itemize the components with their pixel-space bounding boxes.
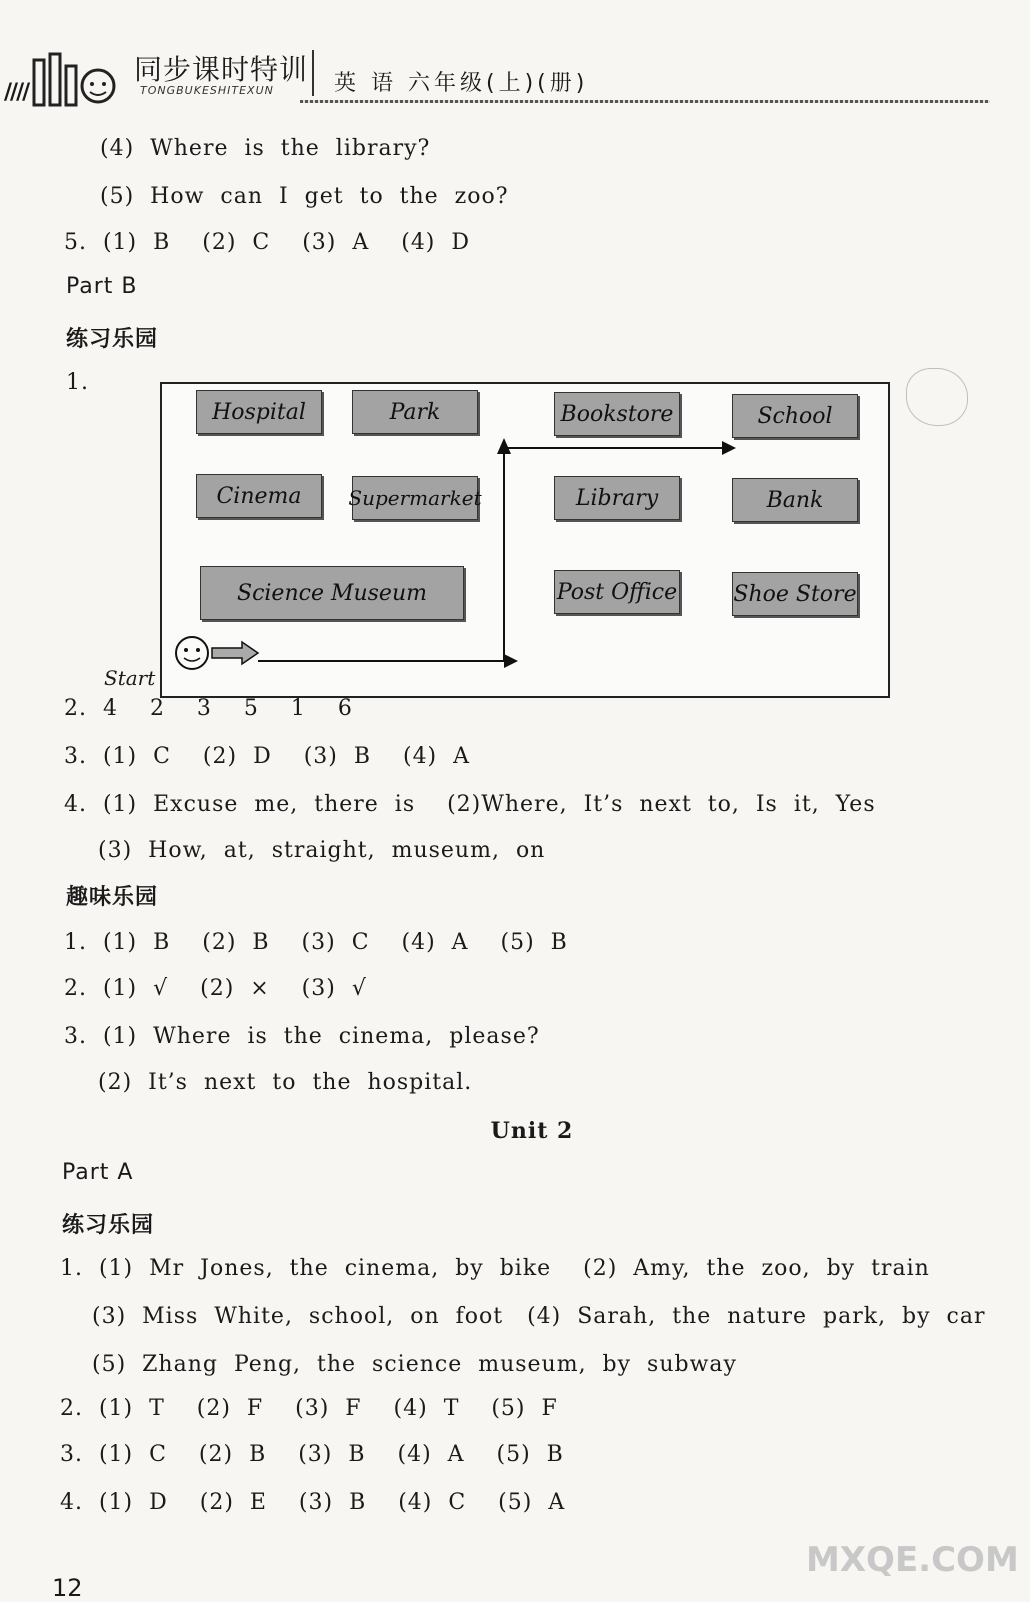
answer-line: 3. (1) Where is the cinema, please? (64, 1024, 540, 1049)
map-place-supermarket: Supermarket (352, 476, 478, 520)
series-title: 同步课时特训 (134, 53, 309, 86)
answer-line: 5. (1) B (2) C (3) A (4) D (64, 230, 471, 255)
map-place-science-museum: Science Museum (200, 566, 464, 620)
map-place-hospital: Hospital (196, 390, 322, 434)
series-subtitle: TONGBUKESHITEXUN (140, 84, 274, 97)
page-header (0, 0, 996, 110)
answer-line: 2. (1) T (2) F (3) F (4) T (5) F (60, 1396, 558, 1421)
subject-label: 英 语 六年级(上)(册) (334, 71, 589, 96)
answer-line: (3) Miss White, school, on foot (4) Sarah, the nature park, by car (92, 1304, 986, 1329)
map-place-park: Park (352, 390, 478, 434)
answer-line: (5) How can I get to the zoo? (100, 184, 509, 209)
answer-line: 4. (1) D (2) E (3) B (4) C (5) A (60, 1490, 566, 1515)
map-place-cinema: Cinema (196, 474, 322, 518)
map-place-bookstore: Bookstore (554, 392, 680, 436)
answer-line: (4) Where is the library? (100, 136, 431, 161)
route-map (160, 382, 890, 698)
start-figure-icon (170, 628, 266, 678)
unit-heading: Unit 2 (490, 1118, 574, 1144)
answer-line: (2) It’s next to the hospital. (98, 1070, 473, 1095)
answer-line: (3) How, at, straight, museum, on (98, 838, 546, 863)
map-place-shoe-store: Shoe Store (732, 572, 858, 616)
answer-line: 3. (1) C (2) D (3) B (4) A (64, 744, 471, 769)
section-heading: 趣味乐园 (66, 885, 159, 910)
section-heading: Part B (66, 274, 138, 299)
header-divider (312, 50, 314, 96)
section-heading: 练习乐园 (66, 327, 159, 352)
map-place-school: School (732, 394, 858, 438)
section-heading: 练习乐园 (62, 1213, 155, 1238)
watermark: MXQE.COM (806, 1540, 1019, 1580)
map-place-post-office: Post Office (554, 570, 680, 614)
stamp-icon (906, 368, 968, 426)
route-path-icon (162, 384, 888, 696)
answer-line: 3. (1) C (2) B (3) B (4) A (5) B (60, 1442, 564, 1467)
answer-line: 1. (1) B (2) B (3) C (4) A (5) B (64, 930, 568, 955)
map-place-library: Library (554, 476, 680, 520)
book-logo-icon (20, 40, 120, 110)
header-decoration: //// (4, 80, 29, 105)
start-label: Start (104, 666, 156, 690)
answer-line: (5) Zhang Peng, the science museum, by subway (92, 1352, 737, 1377)
map-place-bank: Bank (732, 478, 858, 522)
answer-line: 1. (1) Mr Jones, the cinema, by bike (2) Amy, the zoo, by train (60, 1256, 930, 1281)
answer-line: 4. (1) Excuse me, there is (2)Where, It’s next to, Is it, Yes (64, 792, 876, 817)
page-number: 12 (52, 1574, 83, 1602)
question-number: 1. (66, 370, 89, 395)
answer-line: 2. (1) √ (2) × (3) √ (64, 976, 367, 1001)
answer-line: 2. 4 2 3 5 1 6 (64, 696, 353, 721)
section-heading: Part A (62, 1160, 134, 1185)
header-rule (300, 100, 990, 103)
